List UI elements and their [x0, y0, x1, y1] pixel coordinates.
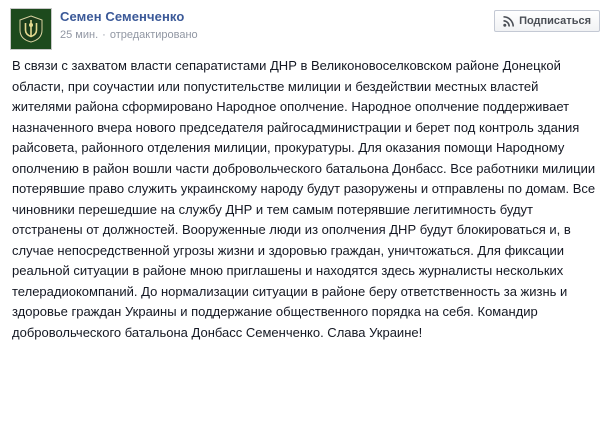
post-timestamp[interactable]: 25 мин.: [60, 29, 99, 41]
author-name[interactable]: Семен Семенченко: [60, 9, 185, 24]
subscribe-button[interactable]: [494, 10, 600, 32]
meta-separator: ·: [102, 29, 106, 41]
post-edited-label[interactable]: отредактировано: [109, 29, 198, 41]
subscribe-button-label: Подписаться: [519, 15, 591, 27]
post-footer-spacer: [0, 422, 610, 431]
post-header: [0, 0, 610, 48]
avatar[interactable]: [10, 8, 52, 50]
shield-crest-icon: [18, 15, 44, 43]
post-message-text: В связи с захватом власти сепаратистами ДНР в Великоновоселковском районе Донецкой области, при соучастии или попустительстве милиции и бездействии местных властей жителями района сформировано Народное ополчение. Народное ополчение поддерживает назначенного вчера нового председателя райгосадминистрации и берет под контроль здания райсовета, районного отделения милиции, прокуратуры. Для оказания помощи Народному ополчению в район вошли части добровольческого батальона Донбасс. Все работники милиции потерявшие право служить украинскому народу будут разоружены и отправлены по домам. Все чиновники перешедшие на службу ДНР и тем самым потерявшие легитимность будут отстранены от должностей. Вооруженные люди из ополчения ДНР будут блокироваться и, в случае непосредственной угрозы жизни и здоровью граждан, уничтожаться. Для фиксации реальной ситуации в районе мною приглашены и находятся здесь журналисты нескольких телерадиокомпаний. До нормализации ситуации в районе беру ответственность за жизнь и здоровье граждан Украины и поддержание общественного порядка на себя. Командир добровольческого батальона Донбасс Семенченко. Слава Украине!: [12, 58, 599, 340]
rss-icon: [503, 16, 514, 27]
